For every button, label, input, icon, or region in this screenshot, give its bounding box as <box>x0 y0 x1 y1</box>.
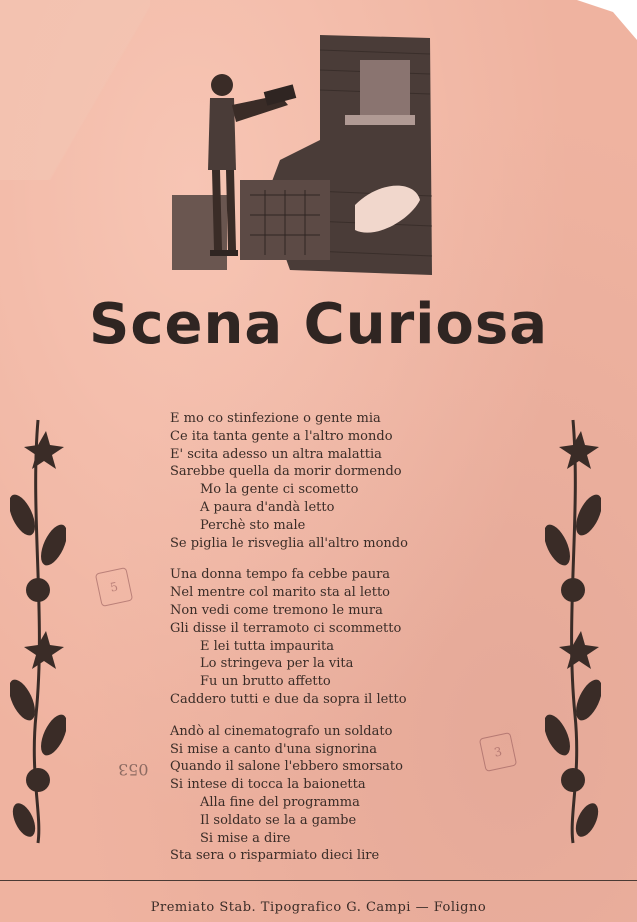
library-stamp-left: 5 <box>95 567 133 607</box>
printer-imprint: Premiato Stab. Tipografico G. Campi — Foligno <box>150 900 487 915</box>
paper-tear <box>0 0 150 180</box>
woodcut-illustration <box>170 30 440 280</box>
verse-line: Gli disse il terramoto ci scommetto <box>170 620 402 636</box>
verse-line: Si intese di tocca la baionetta <box>170 777 366 793</box>
verse-line: Una donna tempo fa cebbe paura <box>170 567 391 583</box>
verse-line: Nel mentre col marito sta al letto <box>170 585 390 601</box>
verse-line: Se piglia le risveglia all'altro mondo <box>170 535 408 551</box>
verse-line: Caddero tutti e due da sopra il letto <box>170 691 407 707</box>
verse-line: A paura d'andà letto <box>200 499 335 515</box>
verse-line: Sarebbe quella da morir dormendo <box>170 464 402 480</box>
verse-line: Lo stringeva per la vita <box>200 656 354 672</box>
verse-line: Si mise a dire <box>200 830 291 846</box>
verse-line: Ce ita tanta gente a l'altro mondo <box>170 428 393 444</box>
left-floral-border <box>10 415 66 845</box>
poem-title: Scena Curiosa <box>88 292 549 357</box>
verse-line: Fu un brutto affetto <box>200 674 331 690</box>
verse-line: Perchè sto male <box>200 517 306 533</box>
verse-line: Alla fine del programma <box>200 794 360 810</box>
verse-line: Mo la gente ci scometto <box>200 482 359 498</box>
stanza-2 <box>170 566 490 708</box>
footer-rule <box>0 880 637 881</box>
stanza-1 <box>170 410 490 552</box>
verse-line: E lei tutta impaurita <box>200 638 334 654</box>
verse-line: Sta sera o risparmiato dieci lire <box>170 848 380 864</box>
verse-line: Quando il salone l'ebbero smorsato <box>170 759 403 775</box>
show-through-number: 053 <box>118 760 149 779</box>
verse-line: Il soldato se la a gambe <box>200 812 357 828</box>
library-stamp-right: 3 <box>479 732 517 772</box>
stanza-3 <box>170 723 490 865</box>
verse-line: Si mise a canto d'una signorina <box>170 741 378 757</box>
poem-body <box>170 410 490 879</box>
verse-line: Non vedi come tremono le mura <box>170 602 383 618</box>
right-floral-border <box>545 415 601 845</box>
verse-line: Andò al cinematografo un soldato <box>170 723 393 739</box>
verse-line: E' scita adesso un altra malattia <box>170 446 382 462</box>
verse-line: E mo co stinfezione o gente mia <box>170 411 381 426</box>
